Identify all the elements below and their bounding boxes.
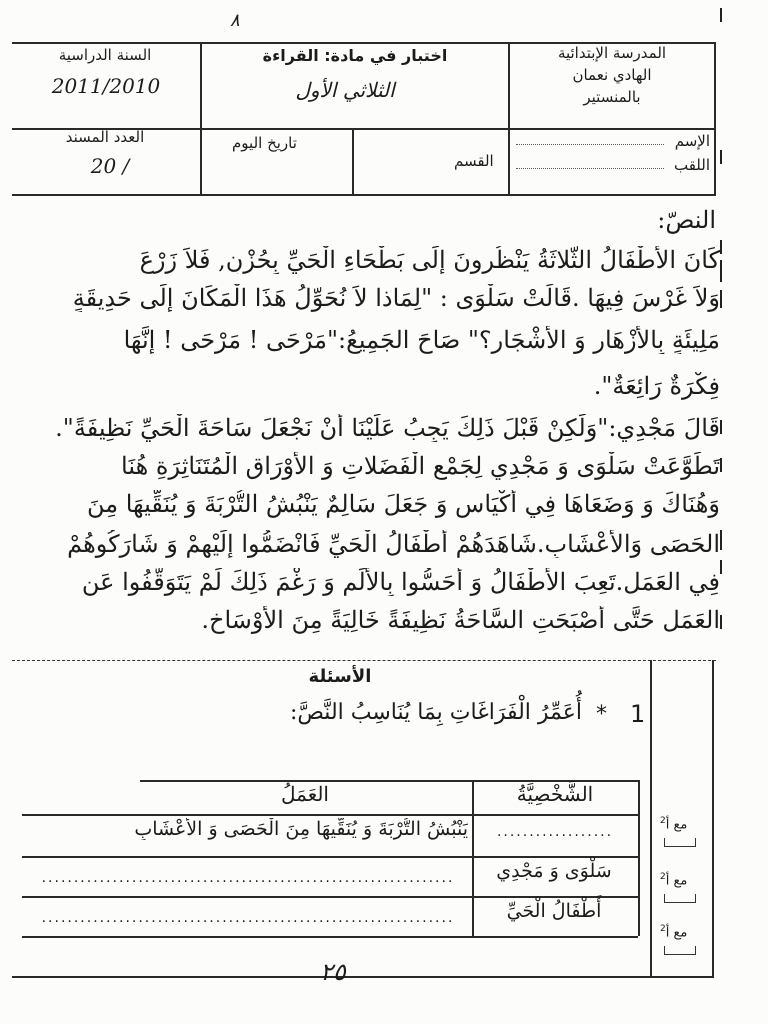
- row3-action-blank[interactable]: ................................................................: [41, 910, 455, 926]
- margin-tick: [720, 8, 722, 22]
- surname-label: اللقب: [673, 156, 710, 174]
- passage-line: العَمَلِ حَتَّى أَصْبَحَتِ السَّاحَةُ نَظِيفَةً خَالِيَةً مِنَ الأَوْسَاخِ.: [201, 606, 720, 634]
- row2-character: سَلْوَى وَ مَجْدِي: [496, 860, 612, 882]
- grade-box[interactable]: [664, 946, 696, 955]
- questions-title: الأسئلة: [308, 666, 372, 687]
- grade-label: [660, 816, 687, 832]
- margin-tick: [720, 420, 722, 434]
- school-name: [522, 42, 702, 108]
- grade-label: [660, 924, 687, 940]
- name-label: الإسم: [674, 132, 710, 150]
- q1-star: *: [596, 702, 607, 727]
- margin-tick: [720, 530, 722, 550]
- col-action-header: العَمَلُ: [280, 782, 329, 806]
- margin-tick: [720, 240, 722, 254]
- grade-sub: 2: [660, 816, 666, 826]
- school-line-2: الهادي نعمان: [572, 66, 652, 84]
- margin-tick: [720, 150, 722, 164]
- margin-tick: [720, 458, 722, 472]
- surname-field[interactable]: [516, 168, 664, 169]
- school-line-3: بالمنستير: [583, 88, 641, 106]
- passage-line: كَانَ الأَطْفَالُ الثَّلاثَةُ يَنْظُرونَ إِلَى بَطْحَاءِ الْحَيِّ بِحُزْنٍ, فَلاَ زَرْعَ: [139, 246, 720, 274]
- score-value: 20 /: [90, 154, 130, 178]
- year-value: 2011/2010: [51, 74, 161, 98]
- grading-column-rule: [650, 660, 652, 976]
- grade-label: [660, 872, 687, 888]
- grade-text: مع أ: [665, 873, 688, 889]
- grade-text: مع أ: [665, 817, 688, 833]
- row1-character-blank[interactable]: ..................: [496, 824, 614, 840]
- name-field[interactable]: [516, 144, 664, 145]
- passage-line: قَالَ مَجْدِي:"وَلَكِنْ قَبْلَ ذَلِكَ يَجِبُ عَلَيْنَا أَنْ نَجْعَلَ سَاحَةَ الْحَيِّ نَظِيفَةً".: [55, 414, 720, 442]
- grade-text: مع أ: [665, 925, 688, 941]
- year-label: السنة الدراسية: [58, 46, 152, 64]
- margin-tick: [720, 290, 722, 308]
- margin-tick: [720, 560, 722, 574]
- exam-title: اختبار في مادة: القراءة: [262, 46, 448, 65]
- passage-line: مَلِيئَةٍ بِالأَزْهَارِ وَ الأَشْجَارِ؟" صَاحَ الجَمِيعُ:"مَرْحَى ! مَرْحَى ! إِنَّهَا: [123, 326, 720, 354]
- passage-line: الحَصَى وَالأَعْشَابِ.شَاهَدَهُمْ أَطْفَالُ الْحَيِّ فَانْضَمُّوا إِلَيْهِمْ وَ شَارَكُوهُمْ: [67, 530, 720, 558]
- date-label: تاريخ اليوم: [232, 134, 297, 152]
- col-character-header: الشَّخْصِيَّةُ: [516, 782, 594, 806]
- text-title: النصّ:: [657, 206, 716, 234]
- grade-box[interactable]: [664, 838, 696, 847]
- page-number: ٢٥: [320, 958, 346, 986]
- questions-top-rule: [12, 660, 716, 663]
- right-margin-rule: [712, 660, 714, 976]
- passage-line: تَطَوَّعَتْ سَلْوَى وَ مَجْدِي لِجَمْعِ الْفَضَلاتِ وَ الأَوْرَاقِ الْمُتَنَاثِرَةِ هُنَا: [121, 452, 720, 480]
- score-label: العدد المسند: [65, 128, 145, 146]
- passage-line: وَهُنَاكَ وَ وَضَعَاهَا فِي أَكْيَاسٍ وَ جَعَلَ سَالِمٌ يَنْبُشُ التُّرْبَةَ وَ يُنَقِّيهَا مِنَ: [86, 490, 720, 518]
- school-line-1: المدرسة الإبتدائية: [557, 44, 667, 62]
- row2-action-blank[interactable]: ................................................................: [41, 870, 455, 886]
- grade-sub: 2: [660, 872, 666, 882]
- passage-line: وَلاَ غَرْسَ فِيهَا .قَالَتْ سَلْوَى : "لِمَاذا لاَ نُحَوِّلُ هَذَا الْمَكَانَ إِلَى حَدِيقَةٍ: [72, 284, 720, 312]
- row1-action: يَنْبُشُ التُّرْبَةَ وَ يُنَقِّيهَا مِنَ الْحَصَى وَ الأَعْشَابِ: [134, 818, 468, 840]
- page-marker: ٨: [230, 10, 240, 31]
- bottom-rule: [12, 976, 714, 978]
- term-label: الثلاثي الأول: [295, 78, 395, 102]
- class-label: القسم: [454, 152, 494, 170]
- grade-sub: 2: [660, 924, 666, 934]
- passage-line: فِي العَمَلِ.تَعِبَ الأَطْفَالُ وَ أَحَسُّوا بِالأَلَمِ وَ رَغْمَ ذَلِكَ لَمْ يَتَوَقَّفُوا عَنِ: [81, 568, 720, 596]
- q1-text: أُعَمِّرُ الْفَرَاغَاتِ بِمَا يُنَاسِبُ النَّصَّ:: [289, 700, 582, 725]
- margin-tick: [720, 615, 722, 629]
- margin-tick: [720, 260, 722, 282]
- grade-box[interactable]: [664, 894, 696, 903]
- row3-character: أَطْفَالُ الْحَيِّ: [506, 900, 602, 922]
- passage-line: فِكْرَةٌ رَائِعَةٌ".: [593, 372, 720, 400]
- q1-number: 1: [630, 700, 646, 728]
